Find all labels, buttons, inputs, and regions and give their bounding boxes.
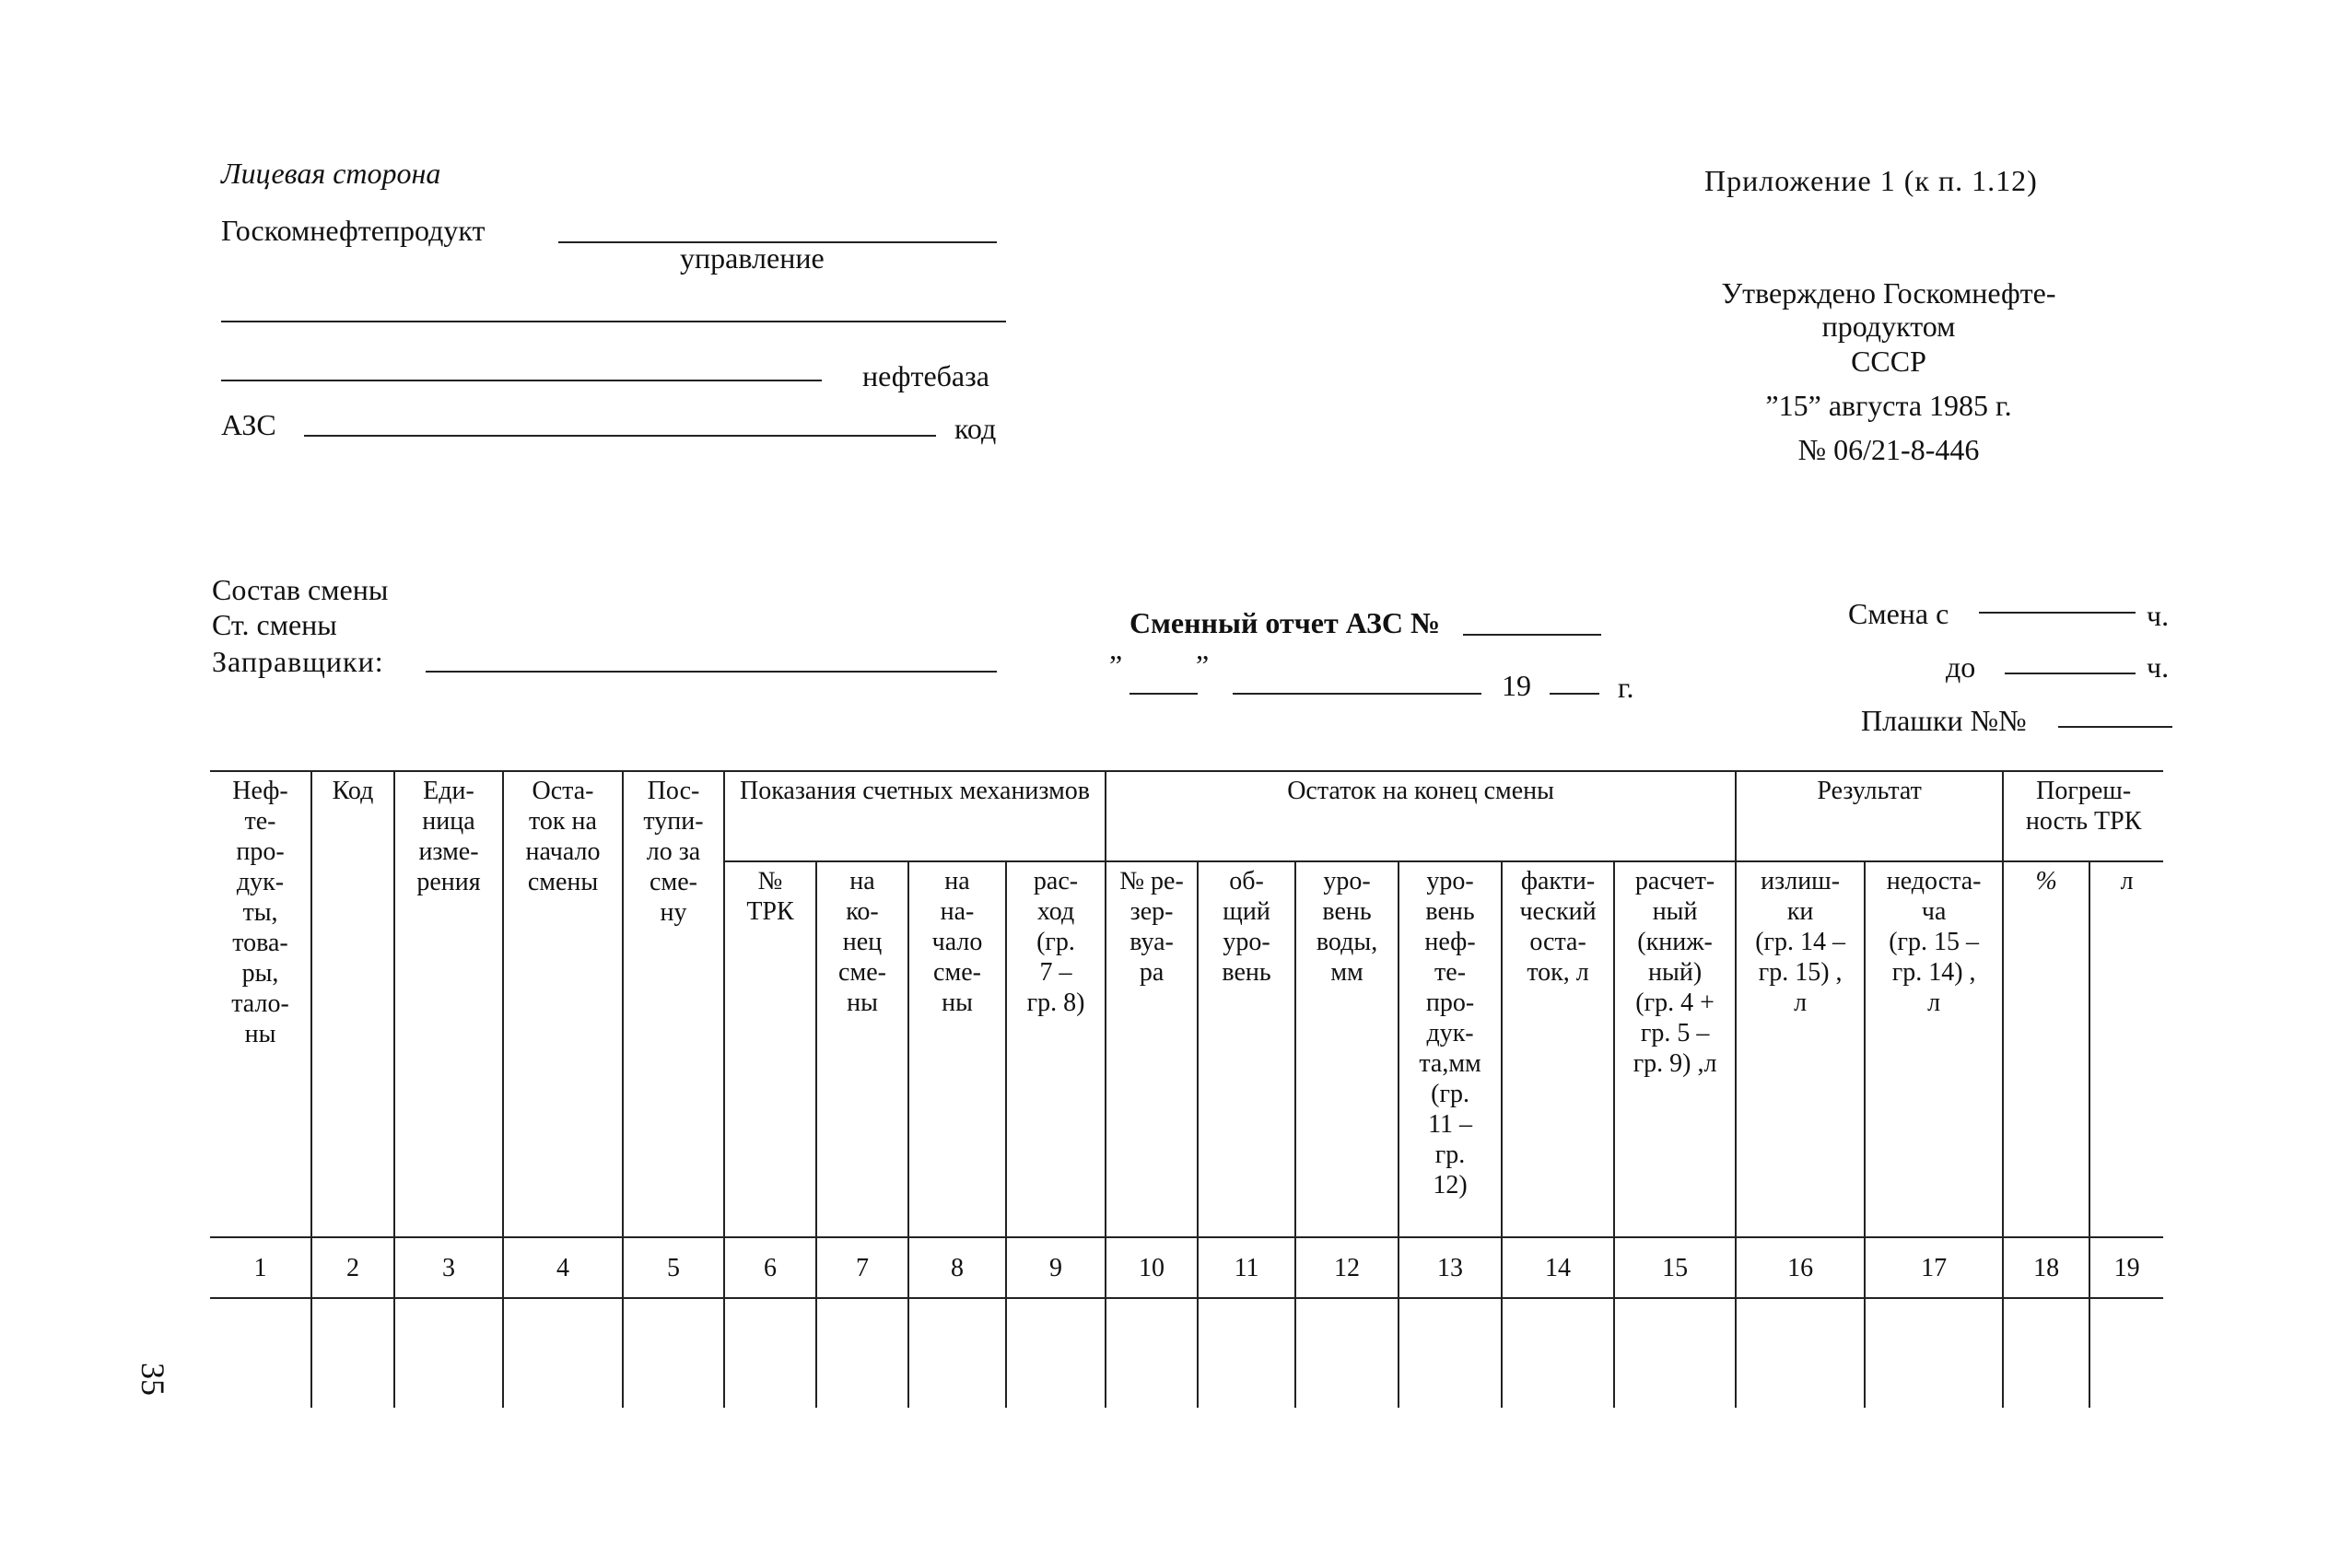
approval-number: № 06/21-8-446: [1797, 433, 1980, 466]
station-line: [304, 435, 936, 437]
col-header-5: Пос- тупи- ло за сме- ну: [623, 771, 724, 1237]
approval-line3: СССР: [1851, 345, 1926, 378]
col-number-11: 11: [1198, 1237, 1295, 1298]
crew-senior-label: Ст. смены: [212, 608, 337, 641]
table-cell[interactable]: [1295, 1298, 1399, 1408]
page-number: 35: [135, 1363, 171, 1396]
month-line: [1233, 693, 1481, 695]
col-header-17: недоста- ча (гр. 15 – гр. 14) , л: [1865, 861, 2003, 1237]
shift-to-hour: ч.: [2147, 650, 2170, 684]
crew-composition-label: Состав смены: [212, 573, 389, 606]
table-cell[interactable]: [816, 1298, 908, 1408]
table-cell[interactable]: [1106, 1298, 1198, 1408]
day-line: [1129, 693, 1198, 695]
col-header-6: № ТРК: [724, 861, 816, 1237]
shift-from-label: Смена с: [1848, 597, 1949, 630]
oil-base-line: [221, 380, 822, 381]
table-cell[interactable]: [1502, 1298, 1614, 1408]
management-label: управление: [680, 241, 825, 275]
col-number-8: 8: [908, 1237, 1006, 1298]
group-header-result: Результат: [1736, 771, 2003, 861]
table-cell[interactable]: [1198, 1298, 1295, 1408]
col-number-14: 14: [1502, 1237, 1614, 1298]
col-header-19: л: [2089, 861, 2163, 1237]
table-cell[interactable]: [394, 1298, 503, 1408]
col-number-4: 4: [503, 1237, 623, 1298]
col-number-2: 2: [311, 1237, 394, 1298]
col-number-10: 10: [1106, 1237, 1198, 1298]
table-cell[interactable]: [1399, 1298, 1502, 1408]
col-number-19: 19: [2089, 1237, 2163, 1298]
crew-fuelers-label: Заправщики:: [212, 645, 384, 678]
quote-open: ”: [1109, 649, 1123, 682]
col-number-15: 15: [1614, 1237, 1736, 1298]
table-cell[interactable]: [2089, 1298, 2163, 1408]
col-header-3: Еди- ница изме- рения: [394, 771, 503, 1237]
shift-from-hour: ч.: [2147, 599, 2170, 632]
col-number-7: 7: [816, 1237, 908, 1298]
shift-to-line: [2005, 673, 2136, 674]
approval-line1: Утверждено Госкомнефте-: [1721, 276, 2056, 310]
plates-line: [2058, 726, 2172, 728]
col-header-2: Код: [311, 771, 394, 1237]
col-header-9: рас- ход (гр. 7 – гр. 8): [1006, 861, 1106, 1237]
year-prefix: 19: [1502, 669, 1531, 702]
table-cell[interactable]: [210, 1298, 311, 1408]
approval-line2: продуктом: [1821, 310, 1956, 343]
table-cell[interactable]: [1614, 1298, 1736, 1408]
table-cell[interactable]: [1865, 1298, 2003, 1408]
table-cell[interactable]: [908, 1298, 1006, 1408]
col-number-12: 12: [1295, 1237, 1399, 1298]
table-cell[interactable]: [2003, 1298, 2089, 1408]
col-number-5: 5: [623, 1237, 724, 1298]
group-header-counters: Показания счетных механизмов: [724, 771, 1106, 861]
year-suffix: г.: [1618, 671, 1634, 704]
table-cell[interactable]: [503, 1298, 623, 1408]
col-number-9: 9: [1006, 1237, 1106, 1298]
approval-date: ”15” августа 1985 г.: [1765, 389, 2012, 422]
col-header-15: расчет- ный (книж- ный) (гр. 4 + гр. 5 – гр. 9) ,л: [1614, 861, 1736, 1237]
col-header-1: Неф- те- про- дук- ты, това- ры, тало- ны: [210, 771, 311, 1237]
table-row: [210, 1298, 2163, 1408]
col-number-1: 1: [210, 1237, 311, 1298]
fuelers-line: [426, 671, 997, 673]
col-header-18: %: [2003, 861, 2089, 1237]
quote-close: ”: [1196, 649, 1210, 682]
table-cell[interactable]: [623, 1298, 724, 1408]
col-number-13: 13: [1399, 1237, 1502, 1298]
station-label: АЗС: [221, 408, 276, 441]
col-header-10: № ре- зер- вуа- ра: [1106, 861, 1198, 1237]
face-side-label: Лицевая сторона: [221, 157, 441, 190]
shift-from-line: [1979, 612, 2136, 614]
col-number-16: 16: [1736, 1237, 1865, 1298]
col-header-7: на ко- нец сме- ны: [816, 861, 908, 1237]
col-header-4: Оста- ток на начало смены: [503, 771, 623, 1237]
group-header-error: Погреш- ность ТРК: [2003, 771, 2163, 861]
table-cell[interactable]: [311, 1298, 394, 1408]
report-title: Сменный отчет АЗС №: [1129, 606, 1441, 639]
year-line: [1550, 693, 1599, 695]
col-header-11: об- щий уро- вень: [1198, 861, 1295, 1237]
shift-report-table: [210, 770, 2163, 1408]
org-label: Госкомнефтепродукт: [221, 214, 486, 247]
code-label: код: [954, 412, 997, 445]
plates-label: Плашки №№: [1861, 704, 2027, 737]
table-cell[interactable]: [1006, 1298, 1106, 1408]
table-cell[interactable]: [724, 1298, 816, 1408]
col-number-3: 3: [394, 1237, 503, 1298]
col-number-17: 17: [1865, 1237, 2003, 1298]
appendix-label: Приложение 1 (к п. 1.12): [1704, 164, 2038, 197]
col-number-18: 18: [2003, 1237, 2089, 1298]
col-header-16: излиш- ки (гр. 14 – гр. 15) , л: [1736, 861, 1865, 1237]
management-line: [221, 321, 1006, 322]
oil-base-label: нефтебаза: [862, 359, 989, 392]
report-number-line: [1463, 634, 1601, 636]
table-cell[interactable]: [1736, 1298, 1865, 1408]
col-header-14: факти- ческий оста- ток, л: [1502, 861, 1614, 1237]
shift-to-label: до: [1946, 650, 1976, 684]
col-number-6: 6: [724, 1237, 816, 1298]
col-header-13: уро- вень неф- те- про- дук- та,мм (гр. 11 – гр. 12): [1399, 861, 1502, 1237]
col-header-8: на на- чало сме- ны: [908, 861, 1006, 1237]
col-header-12: уро- вень воды, мм: [1295, 861, 1399, 1237]
group-header-remainder: Остаток на конец смены: [1106, 771, 1736, 861]
